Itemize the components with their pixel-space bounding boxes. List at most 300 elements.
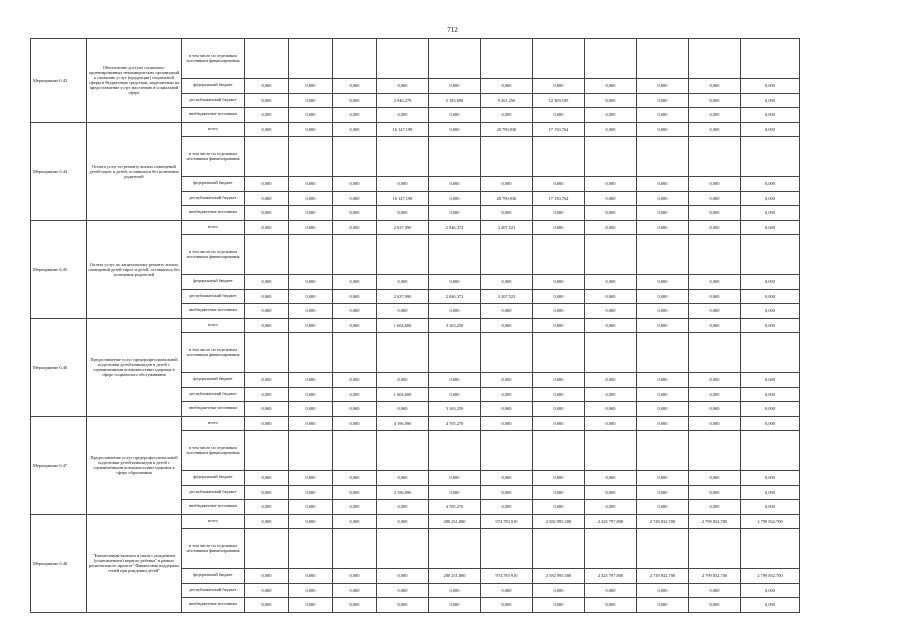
value-cell: 0,000 (245, 318, 289, 333)
value-cell: 0,000 (245, 79, 289, 94)
funding-source: в том числе по отдельным источникам финансирования (182, 137, 245, 177)
value-cell: 0,000 (689, 500, 741, 515)
value-cell: 2 582 995,300 (533, 514, 585, 529)
value-cell: 0,000 (741, 402, 800, 417)
funding-source: всего (182, 220, 245, 235)
funding-source: в том числе по отдельным источникам финансирования (182, 235, 245, 275)
value-cell: 0,000 (533, 373, 585, 388)
value-cell (637, 39, 689, 79)
value-cell (333, 137, 377, 177)
value-cell: 0,000 (429, 177, 481, 192)
funding-source: всего (182, 514, 245, 529)
value-cell: 0,000 (533, 318, 585, 333)
value-cell: 0,000 (333, 177, 377, 192)
value-cell: 0,000 (333, 93, 377, 108)
value-cell: 0,000 (741, 304, 800, 319)
value-cell: 0,000 (637, 79, 689, 94)
value-cell (289, 529, 333, 569)
value-cell (333, 333, 377, 373)
value-cell: 0,000 (533, 583, 585, 598)
value-cell: 0,000 (637, 598, 689, 613)
value-cell: 0,000 (741, 275, 800, 290)
value-cell: 0,000 (741, 485, 800, 500)
value-cell: 4 705,270 (429, 416, 481, 431)
value-cell (741, 137, 800, 177)
value-cell: 0,000 (289, 191, 333, 206)
funding-source: в том числе по отдельным источникам финансирования (182, 333, 245, 373)
value-cell: 0,000 (689, 387, 741, 402)
value-cell: 0,000 (585, 500, 637, 515)
value-cell: 0,000 (637, 500, 689, 515)
value-cell: 0,000 (377, 206, 429, 221)
value-cell: 0,000 (585, 402, 637, 417)
funding-source: внебюджетные источники (182, 206, 245, 221)
value-cell: 0,000 (429, 275, 481, 290)
value-cell: 0,000 (333, 387, 377, 402)
value-cell (245, 137, 289, 177)
value-cell: 0,000 (245, 108, 289, 123)
value-cell: 0,000 (689, 373, 741, 388)
value-cell: 0,000 (429, 387, 481, 402)
value-cell: 0,000 (585, 387, 637, 402)
value-cell (741, 529, 800, 569)
value-cell: 0,000 (245, 387, 289, 402)
value-cell: 0,000 (637, 318, 689, 333)
value-cell: 0,000 (377, 108, 429, 123)
value-cell (429, 431, 481, 471)
value-cell: 0,000 (333, 416, 377, 431)
funding-source: федеральный бюджет (182, 275, 245, 290)
value-cell (429, 333, 481, 373)
value-cell (637, 431, 689, 471)
value-cell: 0,000 (289, 583, 333, 598)
value-cell (289, 333, 333, 373)
value-cell: 0,000 (289, 569, 333, 584)
table-row (31, 39, 800, 79)
value-cell: 0,000 (377, 471, 429, 486)
value-cell: 0,000 (741, 373, 800, 388)
value-cell: 0,000 (289, 471, 333, 486)
value-cell: 0,000 (289, 318, 333, 333)
value-cell: 280 251,880 (429, 514, 481, 529)
value-cell: 0,000 (585, 318, 637, 333)
value-cell: 2 799 832,700 (741, 569, 800, 584)
value-cell: 0,000 (741, 206, 800, 221)
funding-source: федеральный бюджет (182, 373, 245, 388)
value-cell (481, 39, 533, 79)
value-cell: 0,000 (689, 485, 741, 500)
value-cell: 0,000 (741, 318, 800, 333)
value-cell: 0,000 (637, 191, 689, 206)
value-cell: 4 196,090 (377, 416, 429, 431)
value-cell (429, 137, 481, 177)
value-cell: 0,000 (429, 122, 481, 137)
value-cell: 4 705,270 (429, 500, 481, 515)
funding-source: республиканский бюджет (182, 93, 245, 108)
value-cell: 0,000 (689, 206, 741, 221)
value-cell: 0,000 (289, 304, 333, 319)
value-cell (585, 137, 637, 177)
value-cell: 0,000 (689, 177, 741, 192)
value-cell: 0,000 (637, 402, 689, 417)
funding-source: в том числе по отдельным источникам финансирования (182, 431, 245, 471)
value-cell: 0,000 (289, 289, 333, 304)
event-name: Мероприятие 6.45 (31, 220, 87, 318)
value-cell (289, 235, 333, 275)
value-cell: 0,000 (245, 485, 289, 500)
value-cell (741, 235, 800, 275)
value-cell: 0,000 (333, 583, 377, 598)
value-cell: 2 946,279 (377, 93, 429, 108)
value-cell: 0,000 (245, 177, 289, 192)
value-cell (333, 235, 377, 275)
value-cell (637, 235, 689, 275)
value-cell: 0,000 (245, 191, 289, 206)
value-cell: 0,000 (429, 79, 481, 94)
value-cell: 2 799 832,700 (689, 569, 741, 584)
value-cell: 0,000 (585, 416, 637, 431)
value-cell: 20 790,930 (481, 122, 533, 137)
value-cell: 0,000 (533, 275, 585, 290)
value-cell: 0,000 (585, 485, 637, 500)
value-cell (741, 431, 800, 471)
value-cell: 0,000 (741, 289, 800, 304)
funding-source: внебюджетные источники (182, 304, 245, 319)
value-cell: 0,000 (481, 275, 533, 290)
value-cell (289, 39, 333, 79)
value-cell: 2 637,990 (377, 220, 429, 235)
value-cell: 0,000 (245, 500, 289, 515)
value-cell: 0,000 (481, 416, 533, 431)
value-cell: 0,000 (333, 500, 377, 515)
value-cell (689, 529, 741, 569)
value-cell: 0,000 (481, 177, 533, 192)
value-cell (481, 137, 533, 177)
value-cell (689, 431, 741, 471)
value-cell: 974 783 910 (481, 569, 533, 584)
value-cell: 0,000 (289, 177, 333, 192)
value-cell: 0,000 (377, 583, 429, 598)
value-cell (333, 529, 377, 569)
value-cell (585, 39, 637, 79)
value-cell (333, 431, 377, 471)
value-cell: 0,000 (289, 514, 333, 529)
value-cell (377, 431, 429, 471)
value-cell (481, 529, 533, 569)
value-cell: 2 799 832,700 (741, 514, 800, 529)
value-cell: 0,000 (481, 387, 533, 402)
value-cell: 0,000 (585, 275, 637, 290)
value-cell (333, 39, 377, 79)
funding-source: федеральный бюджет (182, 471, 245, 486)
value-cell: 0,000 (741, 122, 800, 137)
value-cell: 0,000 (585, 177, 637, 192)
value-cell: 0,000 (585, 471, 637, 486)
value-cell: 0,000 (429, 304, 481, 319)
event-description: Оплата услуг по капитальному ремонту жилых помещений детей-сирот и детей, оставшихся без попечения родителей (87, 220, 182, 318)
value-cell: 0,000 (333, 485, 377, 500)
value-cell: 1 604,600 (377, 318, 429, 333)
value-cell: 0,000 (481, 583, 533, 598)
value-cell (377, 137, 429, 177)
event-name: Мероприятие 6.47 (31, 416, 87, 514)
value-cell (429, 235, 481, 275)
value-cell: 0,000 (533, 598, 585, 613)
value-cell: 0,000 (741, 500, 800, 515)
value-cell: 20 790,930 (481, 191, 533, 206)
value-cell: 0,000 (481, 373, 533, 388)
value-cell: 17 150,764 (533, 191, 585, 206)
value-cell: 0,000 (689, 220, 741, 235)
value-cell: 0,000 (333, 373, 377, 388)
value-cell: 0,000 (245, 416, 289, 431)
value-cell: 0,000 (333, 569, 377, 584)
value-cell: 0,000 (533, 471, 585, 486)
value-cell: 0,000 (429, 373, 481, 388)
value-cell: 0,000 (481, 304, 533, 319)
value-cell: 0,000 (333, 304, 377, 319)
value-cell (429, 39, 481, 79)
value-cell (637, 137, 689, 177)
value-cell (429, 529, 481, 569)
value-cell: 3 163,250 (429, 402, 481, 417)
value-cell: 0,000 (637, 583, 689, 598)
value-cell: 2 749 832,700 (637, 514, 689, 529)
value-cell: 0,000 (377, 177, 429, 192)
value-cell: 0,000 (741, 416, 800, 431)
event-name: Мероприятие 6.48 (31, 514, 87, 612)
value-cell: 0,000 (689, 471, 741, 486)
value-cell: 0,000 (481, 598, 533, 613)
value-cell: 17 150,764 (533, 122, 585, 137)
value-cell: 0,000 (289, 79, 333, 94)
value-cell: 0,000 (585, 583, 637, 598)
value-cell: 0,000 (289, 485, 333, 500)
value-cell: 4 196,090 (377, 485, 429, 500)
page-number: 712 (447, 26, 458, 34)
value-cell: 2 749 832,700 (637, 569, 689, 584)
value-cell: 0,000 (585, 93, 637, 108)
value-cell: 0,000 (689, 289, 741, 304)
value-cell: 0,000 (289, 402, 333, 417)
value-cell: 0,000 (741, 598, 800, 613)
value-cell (481, 431, 533, 471)
event-description: Оплата услуг по ремонту жилых помещений детей-сирот и детей, оставшихся без попечения родителей (87, 122, 182, 220)
value-cell (245, 431, 289, 471)
value-cell: 1 604,600 (377, 387, 429, 402)
funding-source: республиканский бюджет (182, 485, 245, 500)
value-cell: 0,000 (245, 122, 289, 137)
value-cell (533, 431, 585, 471)
value-cell: 0,000 (333, 79, 377, 94)
value-cell: 0,000 (637, 289, 689, 304)
value-cell: 0,000 (429, 485, 481, 500)
event-description: Предоставление услуг предпрофессиональной подготовки детей-инвалидов и детей с ограниченными возможностями здоровья в сфере образования (87, 416, 182, 514)
value-cell: 0,000 (377, 304, 429, 319)
value-cell: 0,000 (245, 402, 289, 417)
value-cell: 0,000 (333, 318, 377, 333)
funding-source: федеральный бюджет (182, 177, 245, 192)
value-cell: 0,000 (533, 206, 585, 221)
value-cell (741, 333, 800, 373)
value-cell (377, 39, 429, 79)
value-cell: 0,000 (637, 275, 689, 290)
value-cell: 0,000 (289, 373, 333, 388)
value-cell: 0,000 (289, 206, 333, 221)
value-cell (377, 235, 429, 275)
value-cell: 0,000 (689, 191, 741, 206)
value-cell: 0,000 (245, 514, 289, 529)
value-cell: 0,000 (533, 500, 585, 515)
funding-source: всего (182, 416, 245, 431)
value-cell: 0,000 (377, 569, 429, 584)
value-cell: 0,000 (689, 318, 741, 333)
value-cell: 0,000 (245, 93, 289, 108)
value-cell: 0,000 (637, 485, 689, 500)
table-row (31, 122, 800, 137)
value-cell (533, 137, 585, 177)
value-cell: 0,000 (245, 275, 289, 290)
value-cell: 0,000 (585, 304, 637, 319)
value-cell: 0,000 (533, 485, 585, 500)
value-cell: 0,000 (637, 122, 689, 137)
value-cell: 0,000 (533, 402, 585, 417)
funding-source: внебюджетные источники (182, 108, 245, 123)
value-cell: 0,000 (689, 108, 741, 123)
value-cell: 0,000 (741, 583, 800, 598)
value-cell (585, 333, 637, 373)
value-cell: 2 046,372 (429, 220, 481, 235)
value-cell: 0,000 (333, 275, 377, 290)
value-cell (377, 333, 429, 373)
value-cell: 0,000 (377, 275, 429, 290)
value-cell: 0,000 (741, 79, 800, 94)
value-cell: 0,000 (245, 206, 289, 221)
value-cell: 0,000 (333, 402, 377, 417)
value-cell: 0,000 (533, 79, 585, 94)
value-cell: 0,000 (637, 471, 689, 486)
table-row (31, 220, 800, 235)
value-cell: 0,000 (377, 598, 429, 613)
value-cell: 0,000 (741, 191, 800, 206)
value-cell: 0,000 (289, 122, 333, 137)
value-cell: 2 046,372 (429, 289, 481, 304)
value-cell: 0,000 (245, 583, 289, 598)
value-cell (481, 235, 533, 275)
event-name: Мероприятие 6.44 (31, 122, 87, 220)
value-cell: 0,000 (689, 402, 741, 417)
value-cell: 0,000 (289, 598, 333, 613)
value-cell (289, 137, 333, 177)
value-cell: 0,000 (481, 108, 533, 123)
value-cell: 0,000 (689, 304, 741, 319)
value-cell (481, 333, 533, 373)
value-cell: 0,000 (429, 108, 481, 123)
value-cell (245, 39, 289, 79)
value-cell (533, 235, 585, 275)
table-row (31, 416, 800, 431)
value-cell: 5 183,690 (429, 93, 481, 108)
value-cell: 0,000 (689, 122, 741, 137)
value-cell (245, 333, 289, 373)
event-description: "Ежемесячная выплата в связи с рождением (усыновлением) первого ребенка" в рамках регионального проекта "Финансовая поддержка семей при рождении детей" (87, 514, 182, 612)
value-cell: 0,000 (689, 416, 741, 431)
value-cell: 0,000 (741, 177, 800, 192)
value-cell: 0,000 (429, 583, 481, 598)
funding-source: внебюджетные источники (182, 402, 245, 417)
funding-source: всего (182, 318, 245, 333)
value-cell: 0,000 (481, 485, 533, 500)
value-cell: 0,000 (637, 220, 689, 235)
value-cell: 0,000 (245, 304, 289, 319)
value-cell (245, 529, 289, 569)
value-cell: 280 251,880 (429, 569, 481, 584)
value-cell: 2 799 832,700 (689, 514, 741, 529)
value-cell: 0,000 (585, 79, 637, 94)
value-cell: 3 207,523 (481, 289, 533, 304)
value-cell: 0,000 (377, 79, 429, 94)
funding-source: республиканский бюджет (182, 387, 245, 402)
value-cell: 0,000 (637, 177, 689, 192)
table-row (31, 318, 800, 333)
value-cell: 2 425 797,800 (585, 569, 637, 584)
value-cell: 0,000 (637, 206, 689, 221)
value-cell: 0,000 (585, 108, 637, 123)
funding-source: федеральный бюджет (182, 569, 245, 584)
value-cell: 0,000 (689, 79, 741, 94)
event-description: Обеспечение доступа социально-ориентированных некоммерческих организаций к оказанию услуг (продукции) социальной сферы в бюджетным средствам, выделяемым на предоставление услуг населению в социальной сфере (87, 39, 182, 123)
value-cell: 0,000 (429, 471, 481, 486)
value-cell: 0,000 (289, 220, 333, 235)
value-cell: 0,000 (481, 79, 533, 94)
value-cell: 0,000 (333, 206, 377, 221)
value-cell: 0,000 (245, 289, 289, 304)
value-cell: 9 261,256 (481, 93, 533, 108)
event-name: Мероприятие 6.43 (31, 39, 87, 123)
value-cell (585, 235, 637, 275)
value-cell: 0,000 (741, 93, 800, 108)
value-cell: 0,000 (377, 373, 429, 388)
value-cell: 0,000 (637, 416, 689, 431)
value-cell: 16 147,198 (377, 191, 429, 206)
value-cell: 0,000 (481, 318, 533, 333)
value-cell: 2 425 797,800 (585, 514, 637, 529)
value-cell: 0,000 (333, 220, 377, 235)
value-cell: 0,000 (689, 583, 741, 598)
funding-source: внебюджетные источники (182, 598, 245, 613)
value-cell: 0,000 (585, 598, 637, 613)
value-cell: 2 637,990 (377, 289, 429, 304)
value-cell (689, 137, 741, 177)
value-cell: 2 582 995,300 (533, 569, 585, 584)
value-cell: 0,000 (333, 471, 377, 486)
funding-source: республиканский бюджет (182, 191, 245, 206)
value-cell (637, 529, 689, 569)
value-cell: 0,000 (585, 373, 637, 388)
value-cell: 0,000 (333, 108, 377, 123)
funding-source: республиканский бюджет (182, 583, 245, 598)
event-description: Предоставление услуг предпрофессиональной подготовки детей-инвалидов и детей с ограниченными возможностями здоровья в сфере социального обслуживания (87, 318, 182, 416)
value-cell: 0,000 (333, 122, 377, 137)
value-cell: 0,000 (533, 289, 585, 304)
value-cell (689, 333, 741, 373)
value-cell: 0,000 (741, 471, 800, 486)
value-cell: 974 783 910 (481, 514, 533, 529)
value-cell: 0,000 (533, 108, 585, 123)
value-cell: 0,000 (585, 206, 637, 221)
value-cell: 0,000 (741, 387, 800, 402)
value-cell: 0,000 (585, 220, 637, 235)
